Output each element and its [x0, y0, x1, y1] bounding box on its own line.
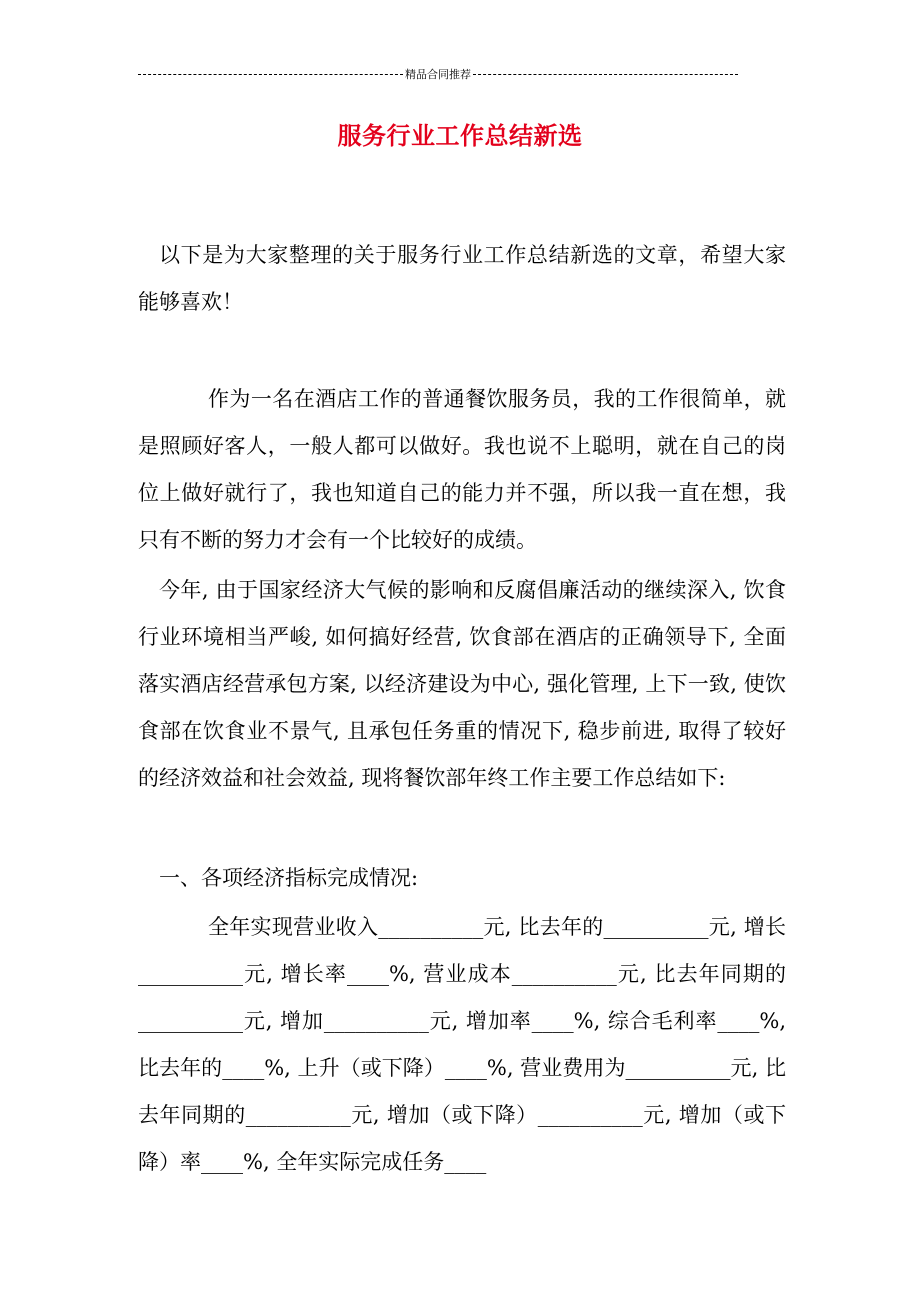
self-paragraph-block	[138, 376, 786, 564]
header-dash-right	[473, 74, 738, 75]
figures-paragraph: 全年实现营业收入__________元, 比去年的__________元, 增长__________元, 增长率____%, 营业成本__________元, 比去年同期的__________元, 增加__________元, 增加率____%, 综合毛利率____%, 比去年的____%, 上升（或下降）____%, 营业费用为__________元, 比去年同期的__________元, 增加（或下降）__________元, 增加（或下降）率____%, 全年实际完成任务____	[138, 915, 786, 1174]
intro-paragraph: 以下是为大家整理的关于服务行业工作总结新选的文章，希望大家能够喜欢！	[138, 243, 786, 314]
year-paragraph-block	[138, 567, 786, 802]
figures-paragraph-block	[138, 904, 786, 1186]
year-paragraph: 今年, 由于国家经济大气候的影响和反腐倡廉活动的继续深入, 饮食行业环境相当严峻, 如何搞好经营, 饮食部在酒店的正确领导下, 全面落实酒店经营承包方案, 以经济建设为中心, 强化管理, 上下一致, 使饮食部在饮食业不景气, 且承包任务重的情况下, 稳步前进, 取得了较好的经济效益和社会效益, 现将餐饮部年终工作主要工作总结如下:	[138, 578, 786, 790]
section-heading: 一、各项经济指标完成情况:	[159, 866, 419, 890]
intro-paragraph-block	[138, 232, 786, 326]
self-paragraph: 作为一名在酒店工作的普通餐饮服务员，我的工作很简单，就是照顾好客人，一般人都可以做好。我也说不上聪明，就在自己的岗位上做好就行了，我也知道自己的能力并不强，所以我一直在想，我只有不断的努力才会有一个比较好的成绩。	[138, 387, 786, 552]
header-rule	[138, 64, 738, 84]
document-title: 服务行业工作总结新选	[337, 121, 583, 150]
header-dash-left	[138, 74, 403, 75]
header-label: 精品合同推荐	[405, 68, 471, 81]
section-heading-block	[138, 855, 786, 902]
